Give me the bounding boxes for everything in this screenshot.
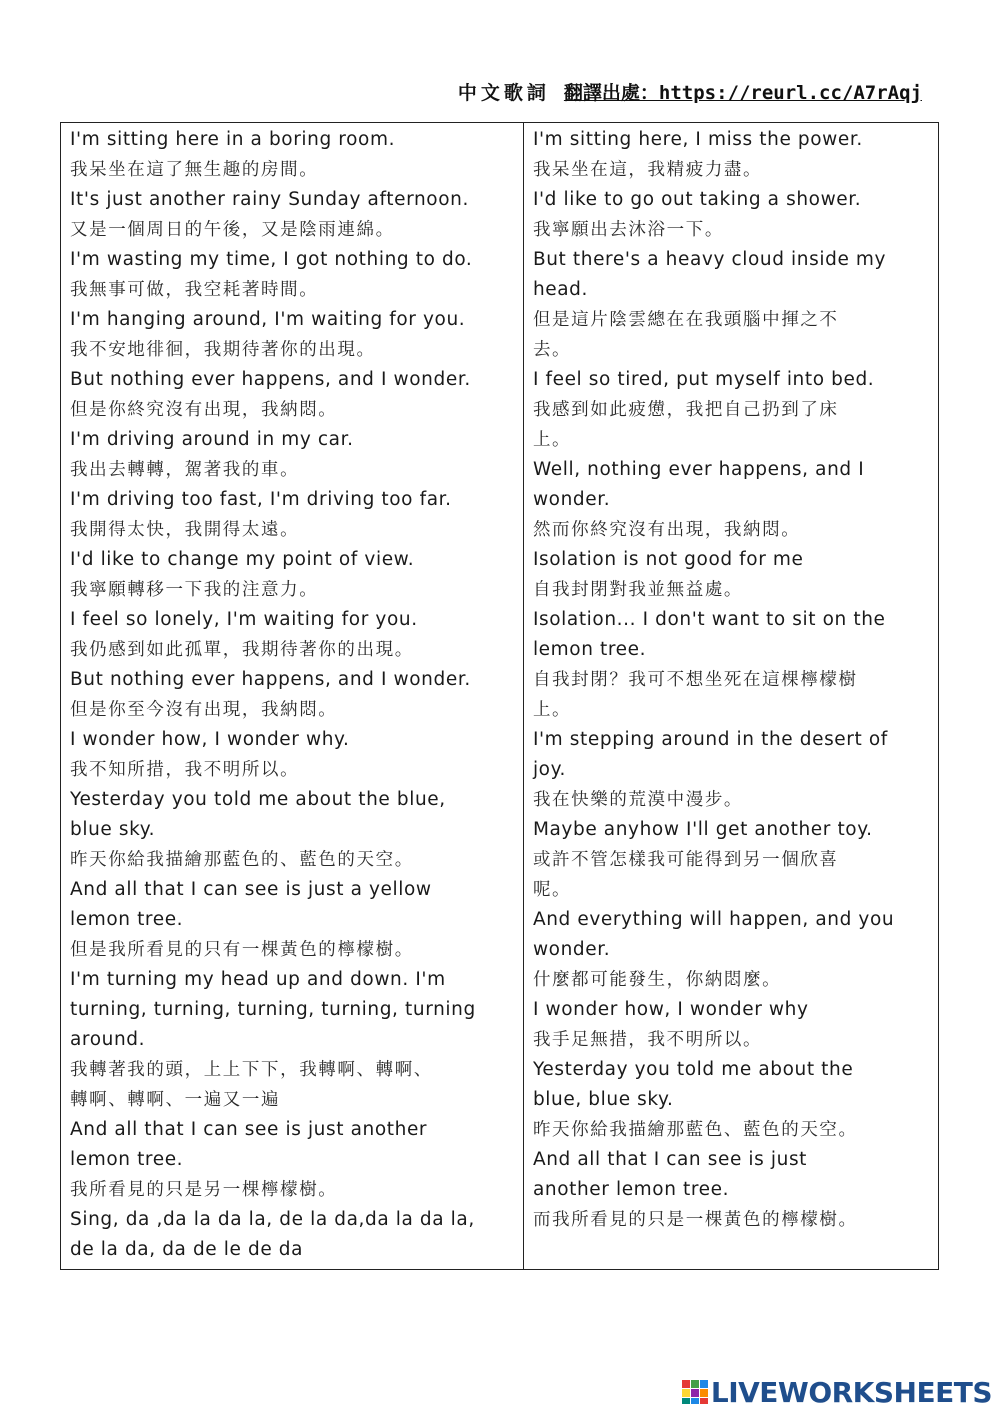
lyric-chinese-line: 但是你至今沒有出現，我納悶。 [70, 700, 338, 720]
lyric-pair [533, 245, 930, 365]
lyric-pair [533, 725, 930, 815]
lyric-english-line: And all that I can see is just another lemon tree. [532, 1149, 808, 1200]
lyric-chinese-line: 什麼都可能發生，你納悶麼。 [532, 970, 782, 990]
lyrics-table [60, 122, 939, 1270]
lyric-chinese-line: 自我封閉對我並無益處。 [532, 580, 744, 600]
lyric-english-line: Yesterday you told me about the blue, blue sky. [532, 1059, 854, 1110]
lyric-chinese-line: 我呆坐在這了無生趣的房間。 [70, 160, 319, 180]
lyric-chinese-line: 我所看見的只是另一棵檸檬樹。 [70, 1180, 338, 1200]
page-header [458, 78, 922, 105]
lyric-pair [533, 995, 930, 1055]
lyric-english-line: I'm turning my head up and down. I'm turning, turning, turning, turning, turning around. [70, 969, 476, 1050]
lyric-english-line: I'd like to go out taking a shower. [532, 189, 862, 210]
lyric-pair [70, 875, 515, 965]
lyric-english-line: Isolation... I don't want to sit on the lemon tree. [532, 609, 886, 660]
lyric-chinese-line: 我寧願出去沐浴一下。 [532, 220, 724, 240]
lyric-english-line: I'm driving around in my car. [70, 429, 354, 450]
lyric-english-line: But there's a heavy cloud inside my head. [532, 249, 887, 300]
liveworksheets-logo-icon [681, 1378, 709, 1406]
lyric-chinese-line: 我不安地徘徊，我期待著你的出現。 [70, 340, 376, 360]
lyric-pair [70, 125, 515, 185]
lyric-pair [533, 365, 930, 455]
lyric-chinese-line: 我手足無措，我不明所以。 [532, 1030, 763, 1050]
brand-name: LIVEWORKSHEETS [710, 1375, 992, 1409]
lyric-english-line: Isolation is not good for me [532, 549, 804, 570]
lyric-pair [70, 605, 515, 665]
lyric-english-line: Well, nothing ever happens, and I wonder. [532, 459, 865, 510]
lyric-english-line: It's just another rainy Sunday afternoon. [70, 189, 469, 210]
lyric-english-line: And all that I can see is just another lemon tree. [70, 1119, 428, 1170]
translation-source-link[interactable]: 翻譯出處：https://reurl.cc/A7rAqj [563, 82, 922, 104]
lyric-chinese-line: 我無事可做，我空耗著時間。 [70, 280, 319, 300]
lyric-pair [70, 665, 515, 725]
lyric-pair [70, 725, 515, 785]
lyric-chinese-line: 我轉著我的頭，上上下下，我轉啊、轉啊、 轉啊、轉啊、一遍又一遍 [70, 1060, 433, 1110]
lyric-chinese-line: 昨天你給我描繪那藍色、藍色的天空。 [532, 1120, 858, 1140]
lyric-chinese-line: 我感到如此疲憊，我把自己扔到了床 上。 [532, 400, 839, 450]
lyric-chinese-line: 我不知所措，我不明所以。 [70, 760, 300, 780]
lyric-chinese-line: 或許不管怎樣我可能得到另一個欣喜 呢。 [532, 850, 839, 900]
lyric-english-line: Yesterday you told me about the blue, blue sky. [70, 789, 446, 840]
lyric-pair [70, 785, 515, 875]
lyric-chinese-line: 但是這片陰雲總在在我頭腦中揮之不 去。 [532, 310, 839, 360]
lyric-chinese-line: 然而你終究沒有出現，我納悶。 [532, 520, 801, 540]
lyric-pair [70, 545, 515, 605]
lyric-pair [70, 365, 515, 425]
lyric-english-line: I'm driving too fast, I'm driving too far. [70, 489, 452, 510]
liveworksheets-brand[interactable] [681, 1375, 992, 1409]
lyric-chinese-line: 又是一個周日的午後，又是陰雨連綿。 [70, 220, 395, 240]
lyric-chinese-line: 但是我所看見的只有一棵黃色的檸檬樹。 [70, 940, 414, 960]
lyric-english-line: I wonder how, I wonder why [532, 999, 809, 1020]
lyric-chinese-line: 我呆坐在這，我精疲力盡。 [532, 160, 763, 180]
lyric-pair [533, 605, 930, 725]
lyric-english-line: But nothing ever happens, and I wonder. [70, 369, 471, 390]
lyric-english-line: I'm hanging around, I'm waiting for you. [70, 309, 466, 330]
lyric-english-line: I feel so lonely, I'm waiting for you. [70, 609, 418, 630]
lyric-chinese-line: 我開得太快，我開得太遠。 [70, 520, 300, 540]
lyric-pair [70, 1115, 515, 1205]
page-title: 中文歌詞 [457, 82, 550, 104]
lyric-pair [533, 185, 930, 245]
lyric-english-line: But nothing ever happens, and I wonder. [70, 669, 471, 690]
lyric-english-line: I'm wasting my time, I got nothing to do. [70, 249, 473, 270]
lyric-pair [533, 1145, 930, 1235]
lyric-pair [533, 815, 930, 905]
lyric-chinese-line: 自我封閉？我可不想坐死在這棵檸檬樹 上。 [532, 670, 858, 720]
lyric-english-line: I'm stepping around in the desert of joy. [532, 729, 888, 780]
lyric-pair [70, 245, 515, 305]
lyric-chinese-line: 我仍感到如此孤單，我期待著你的出現。 [70, 640, 414, 660]
lyric-pair [70, 425, 515, 485]
lyric-chinese-line: 而我所看見的只是一棵黃色的檸檬樹。 [532, 1210, 858, 1230]
lyric-english-line: I'm sitting here in a boring room. [70, 129, 396, 150]
lyric-chinese-line: 我在快樂的荒漠中漫步。 [532, 790, 744, 810]
lyric-pair [533, 545, 930, 605]
lyric-english-line: And all that I can see is just a yellow lemon tree. [70, 879, 432, 930]
lyric-english-line: I wonder how, I wonder why. [70, 729, 350, 750]
lyric-english-line: Sing, da ,da la da la, de la da,da la da la, de la da, da de le de da [70, 1209, 475, 1260]
lyric-pair [70, 185, 515, 245]
lyric-pair [70, 305, 515, 365]
lyric-pair [533, 125, 930, 185]
lyric-chinese-line: 我寧願轉移一下我的注意力。 [70, 580, 319, 600]
lyric-pair [70, 1205, 515, 1265]
lyric-chinese-line: 我出去轉轉，駕著我的車。 [70, 460, 300, 480]
lyrics-column-right [524, 123, 938, 1269]
lyric-english-line: I feel so tired, put myself into bed. [532, 369, 875, 390]
lyric-pair [70, 485, 515, 545]
lyric-chinese-line: 但是你終究沒有出現，我納悶。 [70, 400, 338, 420]
lyric-english-line: I'm sitting here, I miss the power. [532, 129, 863, 150]
lyric-english-line: I'd like to change my point of view. [70, 549, 415, 570]
lyric-pair [533, 455, 930, 545]
lyric-pair [70, 965, 515, 1115]
lyrics-column-left [61, 123, 524, 1269]
lyric-english-line: Maybe anyhow I'll get another toy. [532, 819, 873, 840]
lyric-pair [533, 1055, 930, 1145]
lyric-english-line: And everything will happen, and you wonder. [532, 909, 895, 960]
lyric-chinese-line: 昨天你給我描繪那藍色的、藍色的天空。 [70, 850, 414, 870]
lyric-pair [533, 905, 930, 995]
